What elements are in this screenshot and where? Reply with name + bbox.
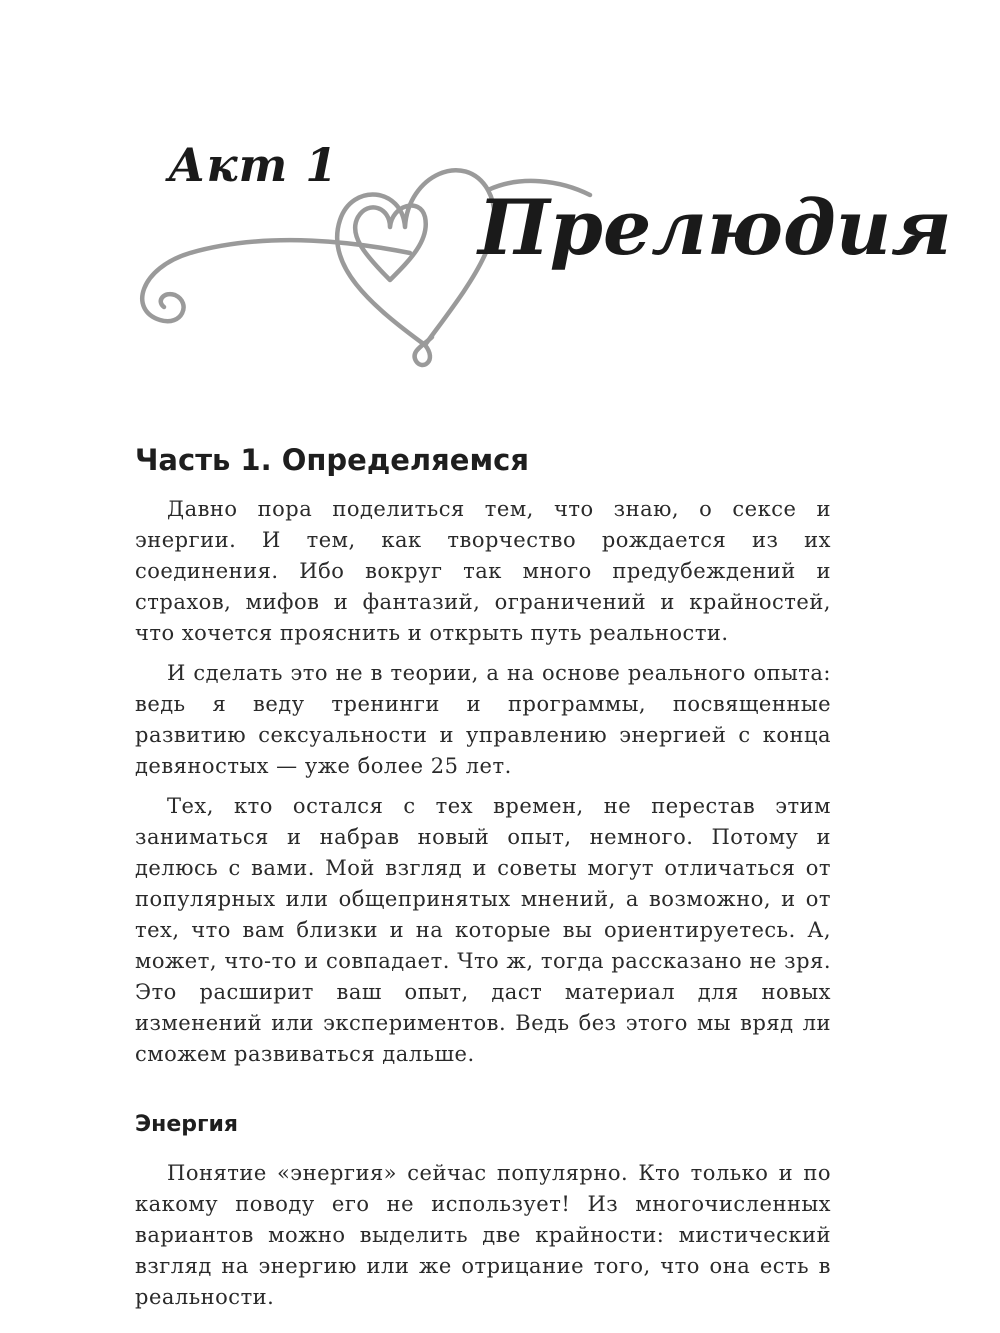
section-heading: Энергия (135, 1112, 239, 1137)
page-content (135, 440, 831, 1322)
chapter-title: Прелюдия (478, 183, 952, 272)
body-paragraph: Давно пора поделиться тем, что знаю, о сексе и энергии. И тем, как творчество рождается из их соединения. Ибо вокруг так много предубеждений и страхов, мифов и фантазий, ограничений и крайностей, что хочется прояснить и открыть путь реальности. (135, 497, 831, 645)
body-paragraph: Тех, кто остался с тех времен, не перестав этим заниматься и набрав новый опыт, немного. Потому и делюсь с вами. Мой взгляд и советы могут отличаться от популярных или общепринятых мнений, а возможно, и от тех, что вам близки и на которые вы ориентируетесь. А, может, что-то и совпадает. Что ж, тогда рассказано не зря. Это расширит ваш опыт, даст материал для новых изменений или экспериментов. Ведь без этого мы вряд ли сможем развиваться дальше. (135, 794, 831, 1066)
body-paragraph: Понятие «энергия» сейчас популярно. Кто только и по какому поводу его не использует! Из многочисленных вариантов можно выделить две крайности: мистический взгляд на энергию или же отрицание того, что она есть в реальности. (135, 1161, 831, 1309)
act-label: Акт 1 (168, 138, 339, 192)
part-heading: Часть 1. Определяемся (135, 443, 529, 477)
body-paragraph: И сделать это не в теории, а на основе реального опыта: ведь я веду тренинги и программы, посвященные развитию сексуальности и управлению энергией с конца девяностых — уже более 25 лет. (135, 661, 831, 778)
